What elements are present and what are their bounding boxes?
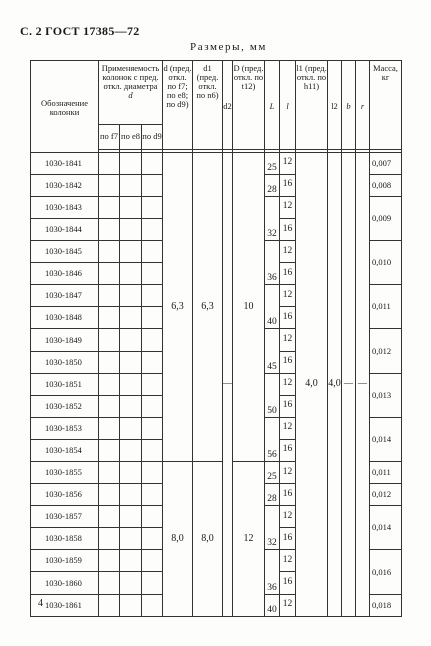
cell-f7: [99, 506, 120, 528]
cell-f7: [99, 528, 120, 550]
cell-f7: [99, 373, 120, 395]
cell-e8: [120, 285, 142, 307]
cell-f7: [99, 241, 120, 263]
sub-d9: по d9: [142, 124, 163, 149]
cell-d: 6,3: [163, 152, 193, 461]
col-designation: Обозначение колонки: [31, 61, 99, 153]
cell-mass: 0,013: [370, 373, 402, 417]
row-designation: 1030-1860: [31, 572, 99, 594]
cell-d9: [142, 196, 163, 218]
cell-mass: 0,014: [370, 417, 402, 461]
cell-D: 12: [233, 462, 265, 617]
table-row: [31, 152, 402, 174]
cell-l: 12: [280, 462, 296, 484]
cell-l: 12: [280, 152, 296, 174]
cell-e8: [120, 528, 142, 550]
cell-l: 12: [280, 550, 296, 572]
row-designation: 1030-1859: [31, 550, 99, 572]
cell-mass: 0,008: [370, 174, 402, 196]
row-designation: 1030-1853: [31, 417, 99, 439]
cell-l: 16: [280, 351, 296, 373]
page-header: С. 2 ГОСТ 17385—72: [20, 24, 140, 38]
cell-e8: [120, 506, 142, 528]
row-designation: 1030-1858: [31, 528, 99, 550]
row-designation: 1030-1841: [31, 152, 99, 174]
cell-r: —: [356, 152, 370, 616]
col-r: r: [356, 61, 370, 150]
cell-e8: [120, 484, 142, 506]
cell-mass: 0,007: [370, 152, 402, 174]
col-l1: l1 (пред. откл. по h11): [296, 61, 328, 150]
cell-l: 12: [280, 285, 296, 307]
cell-e8: [120, 594, 142, 616]
cell-l: 16: [280, 307, 296, 329]
col-d: d (пред. откл. по f7; по e8; по d9): [163, 61, 193, 150]
cell-L: 28: [265, 174, 280, 196]
cell-f7: [99, 285, 120, 307]
table-body: [31, 152, 402, 616]
cell-l: 12: [280, 594, 296, 616]
cell-f7: [99, 594, 120, 616]
applicability-label: Применяемость колонок с пред. откл. диаметра: [101, 63, 160, 91]
cell-d9: [142, 550, 163, 572]
row-designation: 1030-1857: [31, 506, 99, 528]
cell-L: 25: [265, 462, 280, 484]
row-designation: 1030-1861: [31, 594, 99, 616]
cell-f7: [99, 572, 120, 594]
cell-e8: [120, 307, 142, 329]
dimensions-table: [30, 60, 402, 617]
cell-f7: [99, 351, 120, 373]
cell-f7: [99, 196, 120, 218]
cell-L: 25: [265, 152, 280, 174]
row-designation: 1030-1850: [31, 351, 99, 373]
col-l2: l2: [328, 61, 342, 150]
cell-l1: 4,0: [296, 152, 328, 616]
cell-L: 56: [265, 417, 280, 461]
cell-f7: [99, 395, 120, 417]
cell-l: 12: [280, 373, 296, 395]
cell-L: 50: [265, 373, 280, 417]
cell-f7: [99, 550, 120, 572]
cell-e8: [120, 395, 142, 417]
cell-d9: [142, 462, 163, 484]
cell-d9: [142, 307, 163, 329]
cell-f7: [99, 462, 120, 484]
cell-e8: [120, 351, 142, 373]
cell-e8: [120, 263, 142, 285]
row-designation: 1030-1844: [31, 218, 99, 240]
cell-L: 28: [265, 484, 280, 506]
cell-d9: [142, 174, 163, 196]
col-d2: d2: [223, 61, 233, 150]
row-designation: 1030-1852: [31, 395, 99, 417]
sub-e8: по e8: [120, 124, 142, 149]
cell-e8: [120, 196, 142, 218]
row-designation: 1030-1846: [31, 263, 99, 285]
cell-d9: [142, 241, 163, 263]
cell-L: 32: [265, 506, 280, 550]
cell-mass: 0,012: [370, 329, 402, 373]
cell-mass: 0,018: [370, 594, 402, 616]
cell-e8: [120, 241, 142, 263]
cell-d9: [142, 439, 163, 461]
cell-l: 16: [280, 484, 296, 506]
cell-l: 12: [280, 329, 296, 351]
cell-mass: 0,011: [370, 462, 402, 484]
cell-l: 16: [280, 572, 296, 594]
table-title: Размеры, мм: [190, 41, 267, 53]
cell-d9: [142, 484, 163, 506]
cell-l: 12: [280, 417, 296, 439]
cell-mass: 0,009: [370, 196, 402, 240]
col-mass: Масса, кг: [370, 61, 402, 150]
cell-e8: [120, 373, 142, 395]
cell-l2: 4,0: [328, 152, 342, 616]
cell-l: 12: [280, 241, 296, 263]
cell-e8: [120, 572, 142, 594]
cell-l: 12: [280, 506, 296, 528]
col-d1: d1 (пред. откл. по n6): [193, 61, 223, 150]
cell-f7: [99, 174, 120, 196]
cell-L: 36: [265, 241, 280, 285]
cell-d9: [142, 528, 163, 550]
cell-f7: [99, 218, 120, 240]
cell-f7: [99, 417, 120, 439]
cell-d2: —: [223, 152, 233, 616]
cell-l: 16: [280, 439, 296, 461]
cell-e8: [120, 439, 142, 461]
cell-d9: [142, 285, 163, 307]
row-designation: 1030-1843: [31, 196, 99, 218]
cell-d9: [142, 263, 163, 285]
cell-d9: [142, 395, 163, 417]
cell-l: 16: [280, 528, 296, 550]
cell-e8: [120, 152, 142, 174]
cell-f7: [99, 263, 120, 285]
cell-d9: [142, 329, 163, 351]
cell-e8: [120, 174, 142, 196]
cell-d9: [142, 572, 163, 594]
cell-l: 12: [280, 196, 296, 218]
row-designation: 1030-1842: [31, 174, 99, 196]
row-designation: 1030-1845: [31, 241, 99, 263]
cell-l: 16: [280, 395, 296, 417]
cell-l: 16: [280, 218, 296, 240]
cell-L: 36: [265, 550, 280, 594]
cell-mass: 0,014: [370, 506, 402, 550]
cell-L: 40: [265, 285, 280, 329]
applicability-d-symbol: d: [128, 89, 133, 100]
cell-d9: [142, 506, 163, 528]
cell-d9: [142, 218, 163, 240]
row-designation: 1030-1847: [31, 285, 99, 307]
cell-d9: [142, 351, 163, 373]
cell-f7: [99, 329, 120, 351]
cell-mass: 0,010: [370, 241, 402, 285]
row-designation: 1030-1851: [31, 373, 99, 395]
row-designation: 1030-1856: [31, 484, 99, 506]
cell-e8: [120, 417, 142, 439]
cell-d1: 6,3: [193, 152, 223, 461]
cell-L: 45: [265, 329, 280, 373]
cell-d9: [142, 373, 163, 395]
row-designation: 1030-1848: [31, 307, 99, 329]
cell-D: 10: [233, 152, 265, 461]
cell-e8: [120, 550, 142, 572]
col-L: L: [265, 61, 280, 150]
cell-e8: [120, 218, 142, 240]
cell-d9: [142, 417, 163, 439]
cell-e8: [120, 462, 142, 484]
cell-l: 16: [280, 263, 296, 285]
cell-mass: 0,012: [370, 484, 402, 506]
row-designation: 1030-1849: [31, 329, 99, 351]
page-number: 4: [38, 598, 43, 609]
cell-f7: [99, 307, 120, 329]
col-b: b: [342, 61, 356, 150]
cell-mass: 0,011: [370, 285, 402, 329]
cell-mass: 0,016: [370, 550, 402, 594]
row-designation: 1030-1854: [31, 439, 99, 461]
cell-d: 8,0: [163, 462, 193, 617]
sub-f7: по f7: [99, 124, 120, 149]
cell-f7: [99, 152, 120, 174]
cell-d9: [142, 594, 163, 616]
cell-l: 16: [280, 174, 296, 196]
cell-d1: 8,0: [193, 462, 223, 617]
col-l: l: [280, 61, 296, 150]
cell-b: —: [342, 152, 356, 616]
cell-L: 40: [265, 594, 280, 616]
cell-f7: [99, 484, 120, 506]
cell-f7: [99, 439, 120, 461]
row-designation: 1030-1855: [31, 462, 99, 484]
cell-d9: [142, 152, 163, 174]
cell-L: 32: [265, 196, 280, 240]
col-D: D (пред. откл. по t12): [233, 61, 265, 150]
cell-e8: [120, 329, 142, 351]
col-applicability: [99, 61, 163, 100]
